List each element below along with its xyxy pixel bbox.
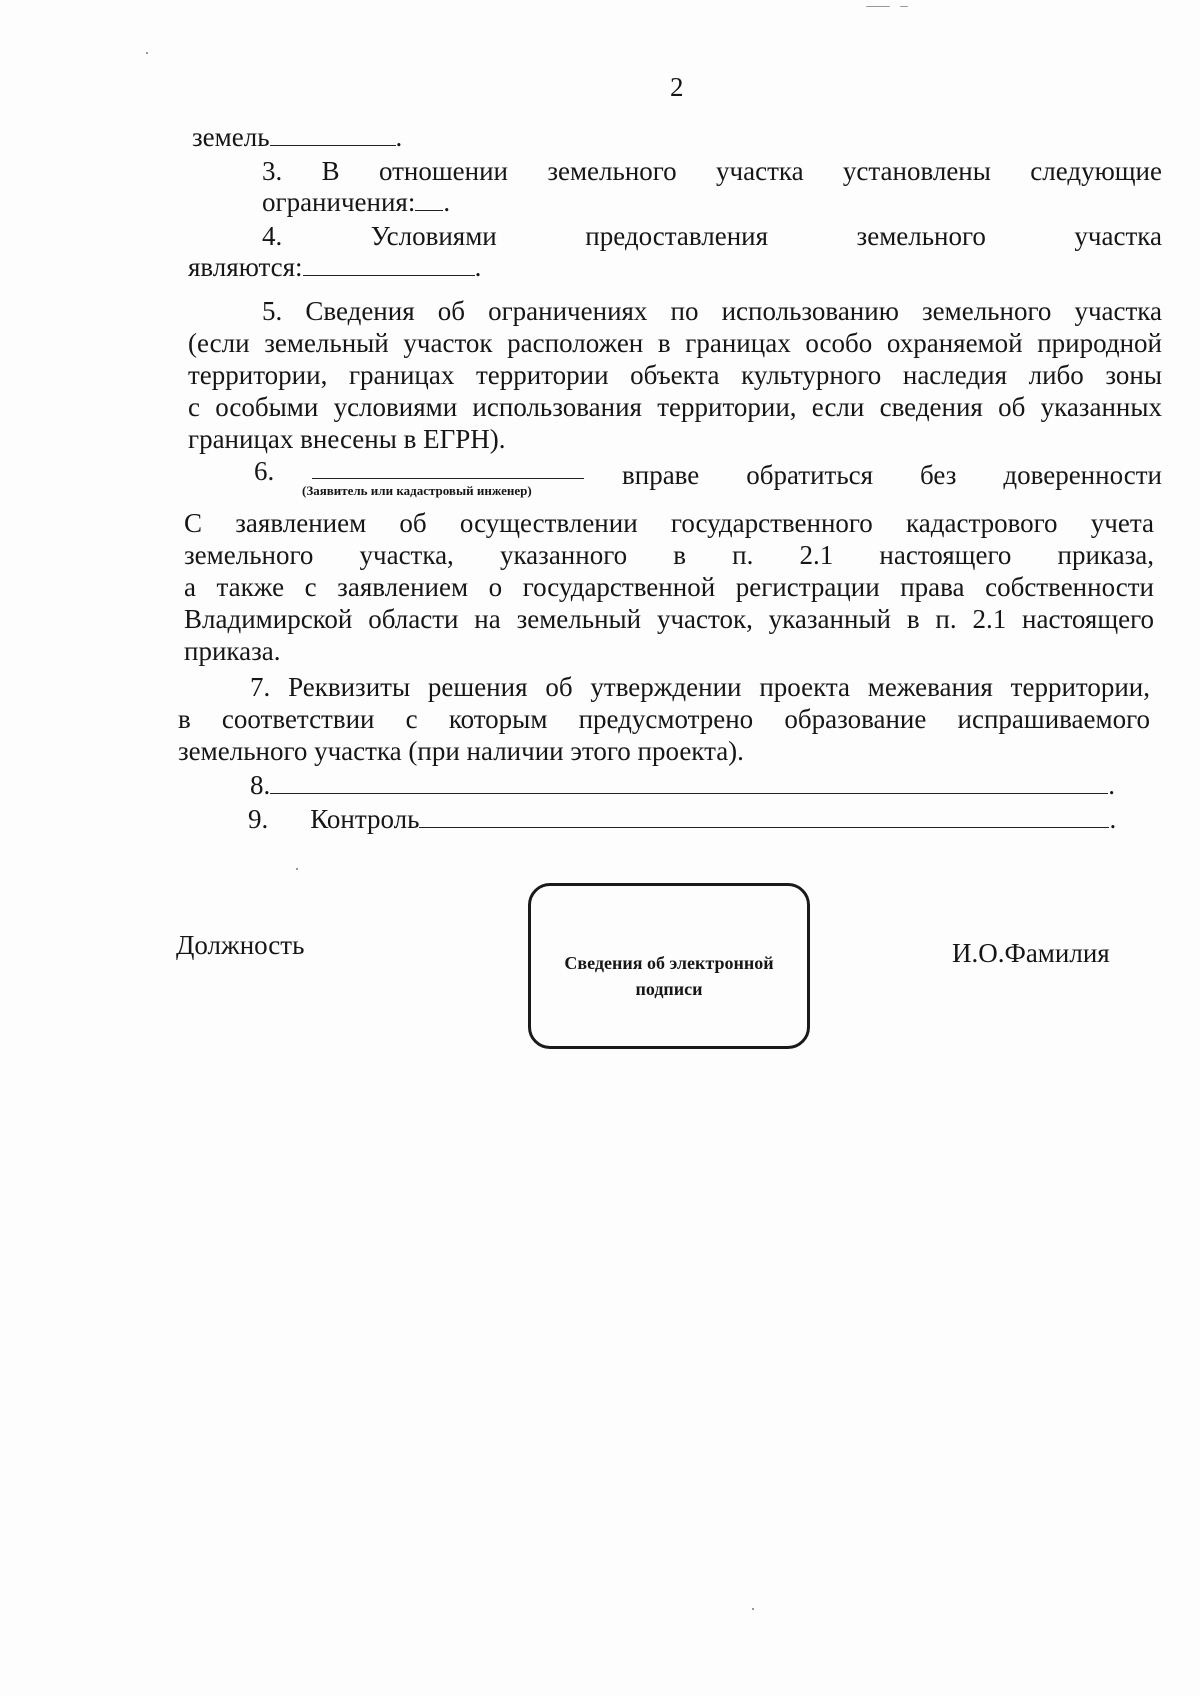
item7-line3: земельного участка (при наличии этого проекта).	[178, 736, 744, 766]
item6-tail-w0: вправе	[622, 460, 700, 490]
page-number: 2	[670, 72, 684, 102]
item6-line4: Владимирской области на земельный участок, указанный в п. 2.1 настоящего	[184, 604, 1154, 634]
line-zemel	[192, 122, 402, 152]
item4-line2	[188, 252, 481, 282]
item9-word: Контроль	[310, 804, 420, 834]
item8-number: 8.	[250, 770, 271, 800]
item6-line3: а также с заявлением о государственной регистрации права собственности	[184, 572, 1154, 602]
item3-w2: отношении	[378, 156, 508, 186]
item4-w0: 4.	[262, 221, 283, 251]
item4-w1: Условиями	[370, 221, 497, 251]
item3-line1	[262, 156, 1162, 186]
item8-line	[250, 770, 1115, 800]
item3-w5: установлены	[842, 156, 991, 186]
item5-line2: (если земельный участок расположен в границах особо охраняемой природной	[188, 328, 1162, 358]
item5-line3: территории, границах территории объекта культурного наследия либо зоны	[188, 360, 1162, 390]
item5-line4: с особыми условиями использования территории, если сведения об указанных	[188, 392, 1162, 422]
item9-line	[248, 804, 1116, 834]
zemel-word: земель	[192, 122, 270, 152]
zemel-blank	[270, 123, 396, 146]
item9-blank	[419, 805, 1109, 828]
item6-tail-w2: без	[920, 460, 957, 490]
item3-blank	[415, 188, 443, 211]
item7-line1: 7. Реквизиты решения об утверждении проекта межевания территории,	[250, 672, 1150, 702]
item6-caption: (Заявитель или кадастровый инженер)	[302, 483, 532, 498]
item5-line5: границах внесены в ЕГРН).	[188, 424, 506, 454]
signature-stamp-label: Сведения об электронной подписи	[564, 953, 774, 999]
item9-number: 9.	[248, 804, 269, 834]
signature-name: И.О.Фамилия	[952, 938, 1110, 968]
item4-blank	[303, 253, 475, 276]
item3-end: .	[443, 187, 451, 217]
item4-w4: участка	[1074, 221, 1162, 251]
item6-number: 6.	[254, 456, 275, 486]
item6-tail	[622, 460, 1162, 490]
item7-line2: в соответствии с которым предусмотрено образование испрашиваемого	[178, 704, 1150, 734]
item9-end: .	[1109, 804, 1117, 834]
zemel-end: .	[395, 122, 403, 152]
item3-line2-word: ограничения:	[262, 187, 416, 217]
item6-tail-w3: доверенности	[1003, 460, 1162, 490]
scan-speck	[900, 6, 908, 7]
item4-line1	[262, 221, 1162, 251]
scan-speck	[296, 868, 298, 870]
item4-w3: земельного	[856, 221, 986, 251]
item3-w3: земельного	[547, 156, 677, 186]
item8-blank	[270, 771, 1108, 794]
item3-w4: участка	[716, 156, 804, 186]
item3-w6: следующие	[1030, 156, 1162, 186]
item6-line2: земельного участка, указанного в п. 2.1 настоящего приказа,	[184, 540, 1154, 570]
item3-line2	[262, 187, 450, 217]
item4-w2: предоставления	[585, 221, 769, 251]
scan-speck	[752, 1608, 754, 1610]
signature-position: Должность	[176, 930, 305, 960]
item6-tail-w1: обратиться	[746, 460, 874, 490]
item3-w0: 3.	[262, 156, 283, 186]
item6-line1: С заявлением об осуществлении государственного кадастрового учета	[184, 508, 1154, 538]
scan-speck	[866, 6, 890, 7]
electronic-signature-stamp	[528, 883, 810, 1049]
item4-line2-word: являются:	[188, 252, 303, 282]
item3-w1: В	[321, 156, 340, 186]
item8-end: .	[1108, 770, 1115, 800]
item5-line1: 5. Сведения об ограничениях по использованию земельного участка	[262, 296, 1162, 326]
item6-line5: приказа.	[184, 636, 281, 666]
item4-end: .	[474, 252, 482, 282]
scan-speck	[146, 52, 148, 54]
item6-blank-line	[312, 478, 584, 479]
